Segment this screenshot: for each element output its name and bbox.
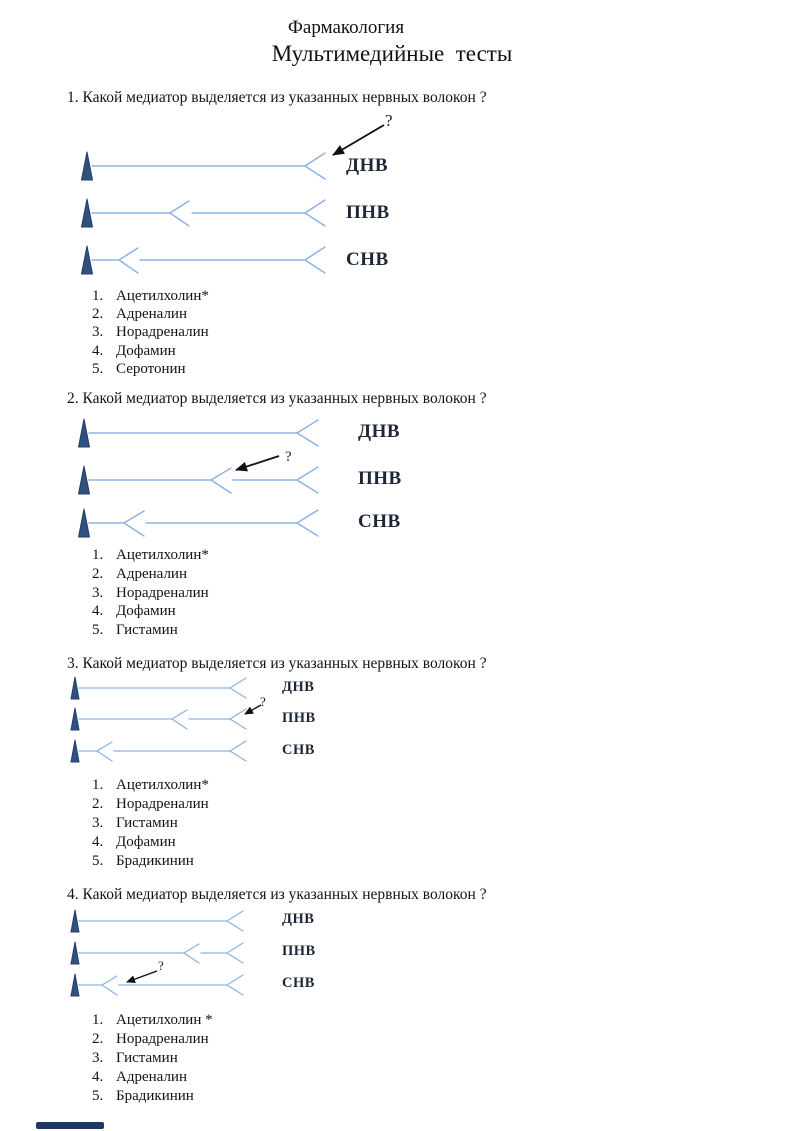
option-label: Гистамин — [116, 622, 178, 639]
option-label: Ацетилхолин* — [116, 547, 209, 563]
synapse-chevron-icon — [227, 911, 243, 931]
option-number: 3. — [92, 815, 104, 831]
option-label: Ацетилхолин * — [116, 1012, 213, 1028]
synapse-chevron-icon — [230, 709, 246, 729]
option-number: 4. — [92, 603, 104, 620]
option-label: Норадреналин — [116, 1031, 209, 1047]
option-label: Дофамин — [116, 603, 176, 620]
synapse-chevron-icon — [230, 678, 246, 698]
nerve-origin-icon — [71, 677, 79, 699]
question-4-fiber-label-pnv: ПНВ — [282, 943, 316, 959]
ganglion-chevron-icon — [184, 944, 199, 963]
option-number: 3. — [92, 324, 104, 341]
option-label: Норадреналин — [116, 796, 209, 812]
synapse-chevron-icon — [305, 200, 325, 226]
option-item — [92, 584, 209, 603]
question-4-options — [92, 1011, 213, 1106]
page-subtitle: Мультимедийные тесты — [271, 41, 513, 66]
nerve-origin-icon — [71, 708, 79, 730]
option-label: Дофамин — [116, 834, 176, 850]
option-item — [92, 621, 209, 640]
option-number: 2. — [92, 306, 104, 323]
option-number: 1. — [92, 777, 104, 793]
question-3-fiber-label-snv: СНВ — [282, 742, 315, 758]
question-1-title: 1. Какой медиатор выделяется из указанных нервных волокон ? — [67, 89, 487, 106]
ganglion-chevron-icon — [119, 248, 138, 273]
question-1-question-mark: ? — [385, 111, 393, 130]
option-item — [92, 795, 209, 814]
pointer-arrow-icon — [236, 456, 279, 470]
option-number: 5. — [92, 622, 104, 639]
option-item — [92, 602, 209, 621]
question-1-fiber-label-snv: СНВ — [346, 249, 389, 270]
option-item — [92, 833, 209, 852]
option-item — [92, 565, 209, 584]
nerve-origin-icon — [79, 419, 90, 447]
option-number: 4. — [92, 834, 104, 850]
option-number: 1. — [92, 1012, 104, 1028]
question-2-fiber-label-snv: СНВ — [358, 511, 401, 532]
ganglion-chevron-icon — [172, 710, 187, 729]
option-label: Брадикинин — [116, 1088, 194, 1104]
question-4-fiber-label-snv: СНВ — [282, 975, 315, 991]
option-label: Адреналин — [116, 565, 187, 582]
question-3-fiber-label-dnv: ДНВ — [282, 679, 315, 695]
option-label: Серотонин — [116, 360, 186, 377]
option-number: 3. — [92, 584, 104, 601]
option-label: Норадреналин — [116, 324, 209, 341]
option-number: 2. — [92, 565, 104, 582]
option-item — [92, 342, 209, 360]
option-number: 5. — [92, 1088, 104, 1104]
option-number: 2. — [92, 1031, 104, 1047]
nerve-origin-icon — [79, 466, 90, 494]
question-4-diagram — [60, 905, 380, 1005]
question-2-question-mark: ? — [285, 449, 292, 465]
ganglion-chevron-icon — [97, 742, 112, 761]
option-label: Адреналин — [116, 306, 187, 323]
pointer-arrow-icon — [245, 705, 261, 714]
synapse-chevron-icon — [305, 153, 325, 179]
option-number: 5. — [92, 360, 104, 377]
option-label: Ацетилхолин* — [116, 288, 209, 304]
option-item — [92, 1030, 213, 1049]
option-item — [92, 323, 209, 341]
synapse-chevron-icon — [227, 975, 243, 995]
option-item — [92, 287, 209, 305]
option-item — [92, 776, 209, 795]
question-3-question-mark: ? — [260, 694, 266, 709]
pointer-arrow-icon — [333, 125, 384, 155]
page-title: Фармакология — [287, 17, 405, 38]
fiber-row-pnv — [71, 708, 246, 730]
question-4-title: 4. Какой медиатор выделяется из указанных нервных волокон ? — [67, 886, 487, 903]
fiber-row-snv — [79, 509, 319, 537]
question-1-fiber-label-dnv: ДНВ — [346, 155, 389, 176]
option-label: Норадреналин — [116, 584, 209, 601]
nerve-origin-icon — [71, 740, 79, 762]
option-number: 4. — [92, 342, 104, 359]
nerve-origin-icon — [71, 974, 79, 996]
question-4-question-mark: ? — [158, 958, 164, 973]
fiber-row-dnv — [71, 677, 246, 699]
option-label: Гистамин — [116, 1050, 178, 1066]
option-number: 3. — [92, 1050, 104, 1066]
fiber-row-snv — [82, 246, 326, 274]
option-number: 1. — [92, 547, 104, 563]
ganglion-chevron-icon — [102, 976, 117, 995]
option-item — [92, 1087, 213, 1106]
question-2-options — [92, 546, 209, 640]
synapse-chevron-icon — [305, 247, 325, 273]
ganglion-chevron-icon — [124, 511, 144, 536]
nerve-origin-icon — [82, 152, 93, 180]
option-item — [92, 814, 209, 833]
question-2-fiber-label-dnv: ДНВ — [358, 421, 401, 442]
synapse-chevron-icon — [297, 467, 318, 493]
question-4-fiber-label-dnv: ДНВ — [282, 911, 315, 927]
option-label: Брадикинин — [116, 853, 194, 869]
question-1-options — [92, 287, 209, 378]
option-label: Гистамин — [116, 815, 178, 831]
nerve-origin-icon — [82, 246, 93, 274]
option-number: 5. — [92, 853, 104, 869]
synapse-chevron-icon — [227, 943, 243, 963]
fiber-row-dnv — [71, 910, 243, 932]
fiber-row-pnv — [71, 942, 243, 964]
ganglion-chevron-icon — [170, 201, 189, 226]
option-label: Ацетилхолин* — [116, 777, 209, 793]
option-label: Адреналин — [116, 1069, 187, 1085]
nerve-origin-icon — [71, 910, 79, 932]
option-number: 1. — [92, 288, 104, 304]
option-item — [92, 852, 209, 871]
nerve-origin-icon — [71, 942, 79, 964]
option-item — [92, 1049, 213, 1068]
question-3-fiber-label-pnv: ПНВ — [282, 710, 316, 726]
question-2-fiber-label-pnv: ПНВ — [358, 468, 402, 489]
option-label: Дофамин — [116, 342, 176, 359]
option-item — [92, 546, 209, 565]
fiber-row-pnv — [79, 466, 319, 494]
question-3-options — [92, 776, 209, 871]
fiber-row-snv — [71, 974, 243, 996]
nerve-origin-icon — [79, 509, 90, 537]
nerve-origin-icon — [82, 199, 93, 227]
synapse-chevron-icon — [297, 510, 318, 536]
question-3-title: 3. Какой медиатор выделяется из указанных нервных волокон ? — [67, 655, 487, 672]
option-item — [92, 360, 209, 378]
option-number: 4. — [92, 1069, 104, 1085]
option-item — [92, 1011, 213, 1030]
question-1-fiber-label-pnv: ПНВ — [346, 202, 390, 223]
pointer-arrow-icon — [127, 971, 157, 982]
fiber-row-dnv — [82, 152, 326, 180]
ganglion-chevron-icon — [211, 468, 231, 493]
fiber-row-pnv — [82, 199, 326, 227]
option-number: 2. — [92, 796, 104, 812]
option-item — [92, 1068, 213, 1087]
fiber-row-snv — [71, 740, 246, 762]
synapse-chevron-icon — [230, 741, 246, 761]
synapse-chevron-icon — [297, 420, 318, 446]
question-2-title: 2. Какой медиатор выделяется из указанных нервных волокон ? — [67, 390, 487, 407]
next-page-edge-bar — [36, 1122, 104, 1129]
question-3-diagram — [60, 672, 380, 767]
fiber-row-dnv — [79, 419, 319, 447]
option-item — [92, 305, 209, 323]
